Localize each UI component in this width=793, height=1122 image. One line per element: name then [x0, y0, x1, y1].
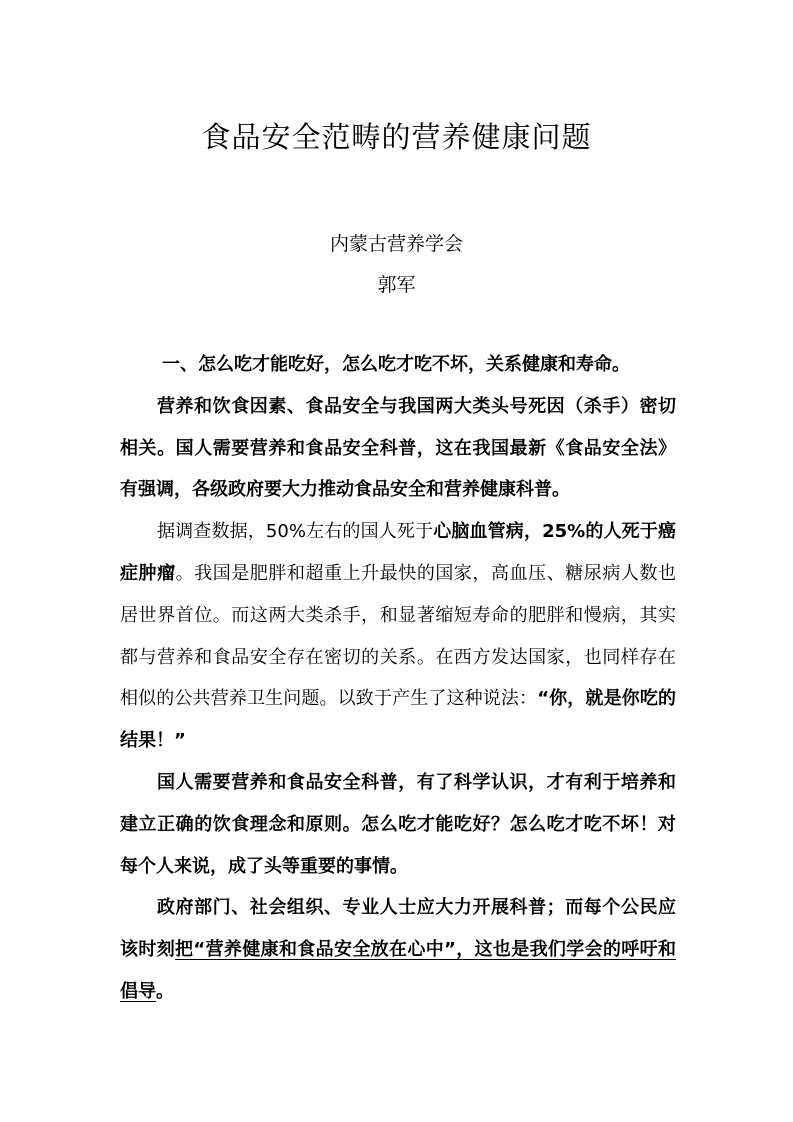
paragraph-4 [120, 887, 676, 1012]
p2-emphasis-cardio: 心脑血管病 [433, 521, 524, 543]
p2-text-c: ， [523, 521, 543, 543]
p2-text-a: 据调查数据，50%左右的国人死于 [157, 521, 434, 543]
p4-text-a: 政府部门、社会组织、专业人士应大力开展科普；而每个公民应该时刻 [120, 897, 676, 961]
section-heading: 一、怎么吃才能吃好，怎么吃才吃不坏，关系健康和寿命。 [162, 354, 630, 375]
p4-text-c: 。 [156, 980, 174, 1002]
paragraph-3: 国人需要营养和食品安全科普，有了科学认识，才有利于培养和建立正确的饮食理念和原则。怎么吃才能吃好？怎么吃才吃不坏！对每个人来说，成了头等重要的事情。 [120, 771, 676, 877]
p4-underlined-appeal: 把“营养健康和食品安全放在心中”，这也是我们学会的呼吁和倡导 [120, 939, 676, 1002]
document-title: 食品安全范畴的营养健康问题 [201, 120, 592, 155]
author-name: 郭军 [377, 274, 416, 296]
p2-quote: “你，就是你吃的结果！” [120, 688, 676, 752]
organization-name: 内蒙古营养学会 [329, 233, 463, 255]
p2-emphasis-cancer: 25%的人死于癌症肿瘤 [120, 521, 676, 584]
paragraph-2 [120, 511, 676, 762]
document-body [120, 344, 676, 1013]
p2-text-e: 。我国是肥胖和超重上升最快的国家，高血压、糖尿病人数也居世界首位。而这两大类杀手，和显著缩短寿命的肥胖和慢病，其实都与营养和食品安全存在密切的关系。在西方发达国家，也同样存在相似的公共营养卫生问题。以致于产生了这种说法： [120, 562, 676, 710]
paragraph-1: 营养和饮食因素、食品安全与我国两大类头号死因（杀手）密切相关。国人需要营养和食品安全科普，这在我国最新《食品安全法》有强调，各级政府要大力推动食品安全和营养健康科普。 [120, 395, 676, 501]
